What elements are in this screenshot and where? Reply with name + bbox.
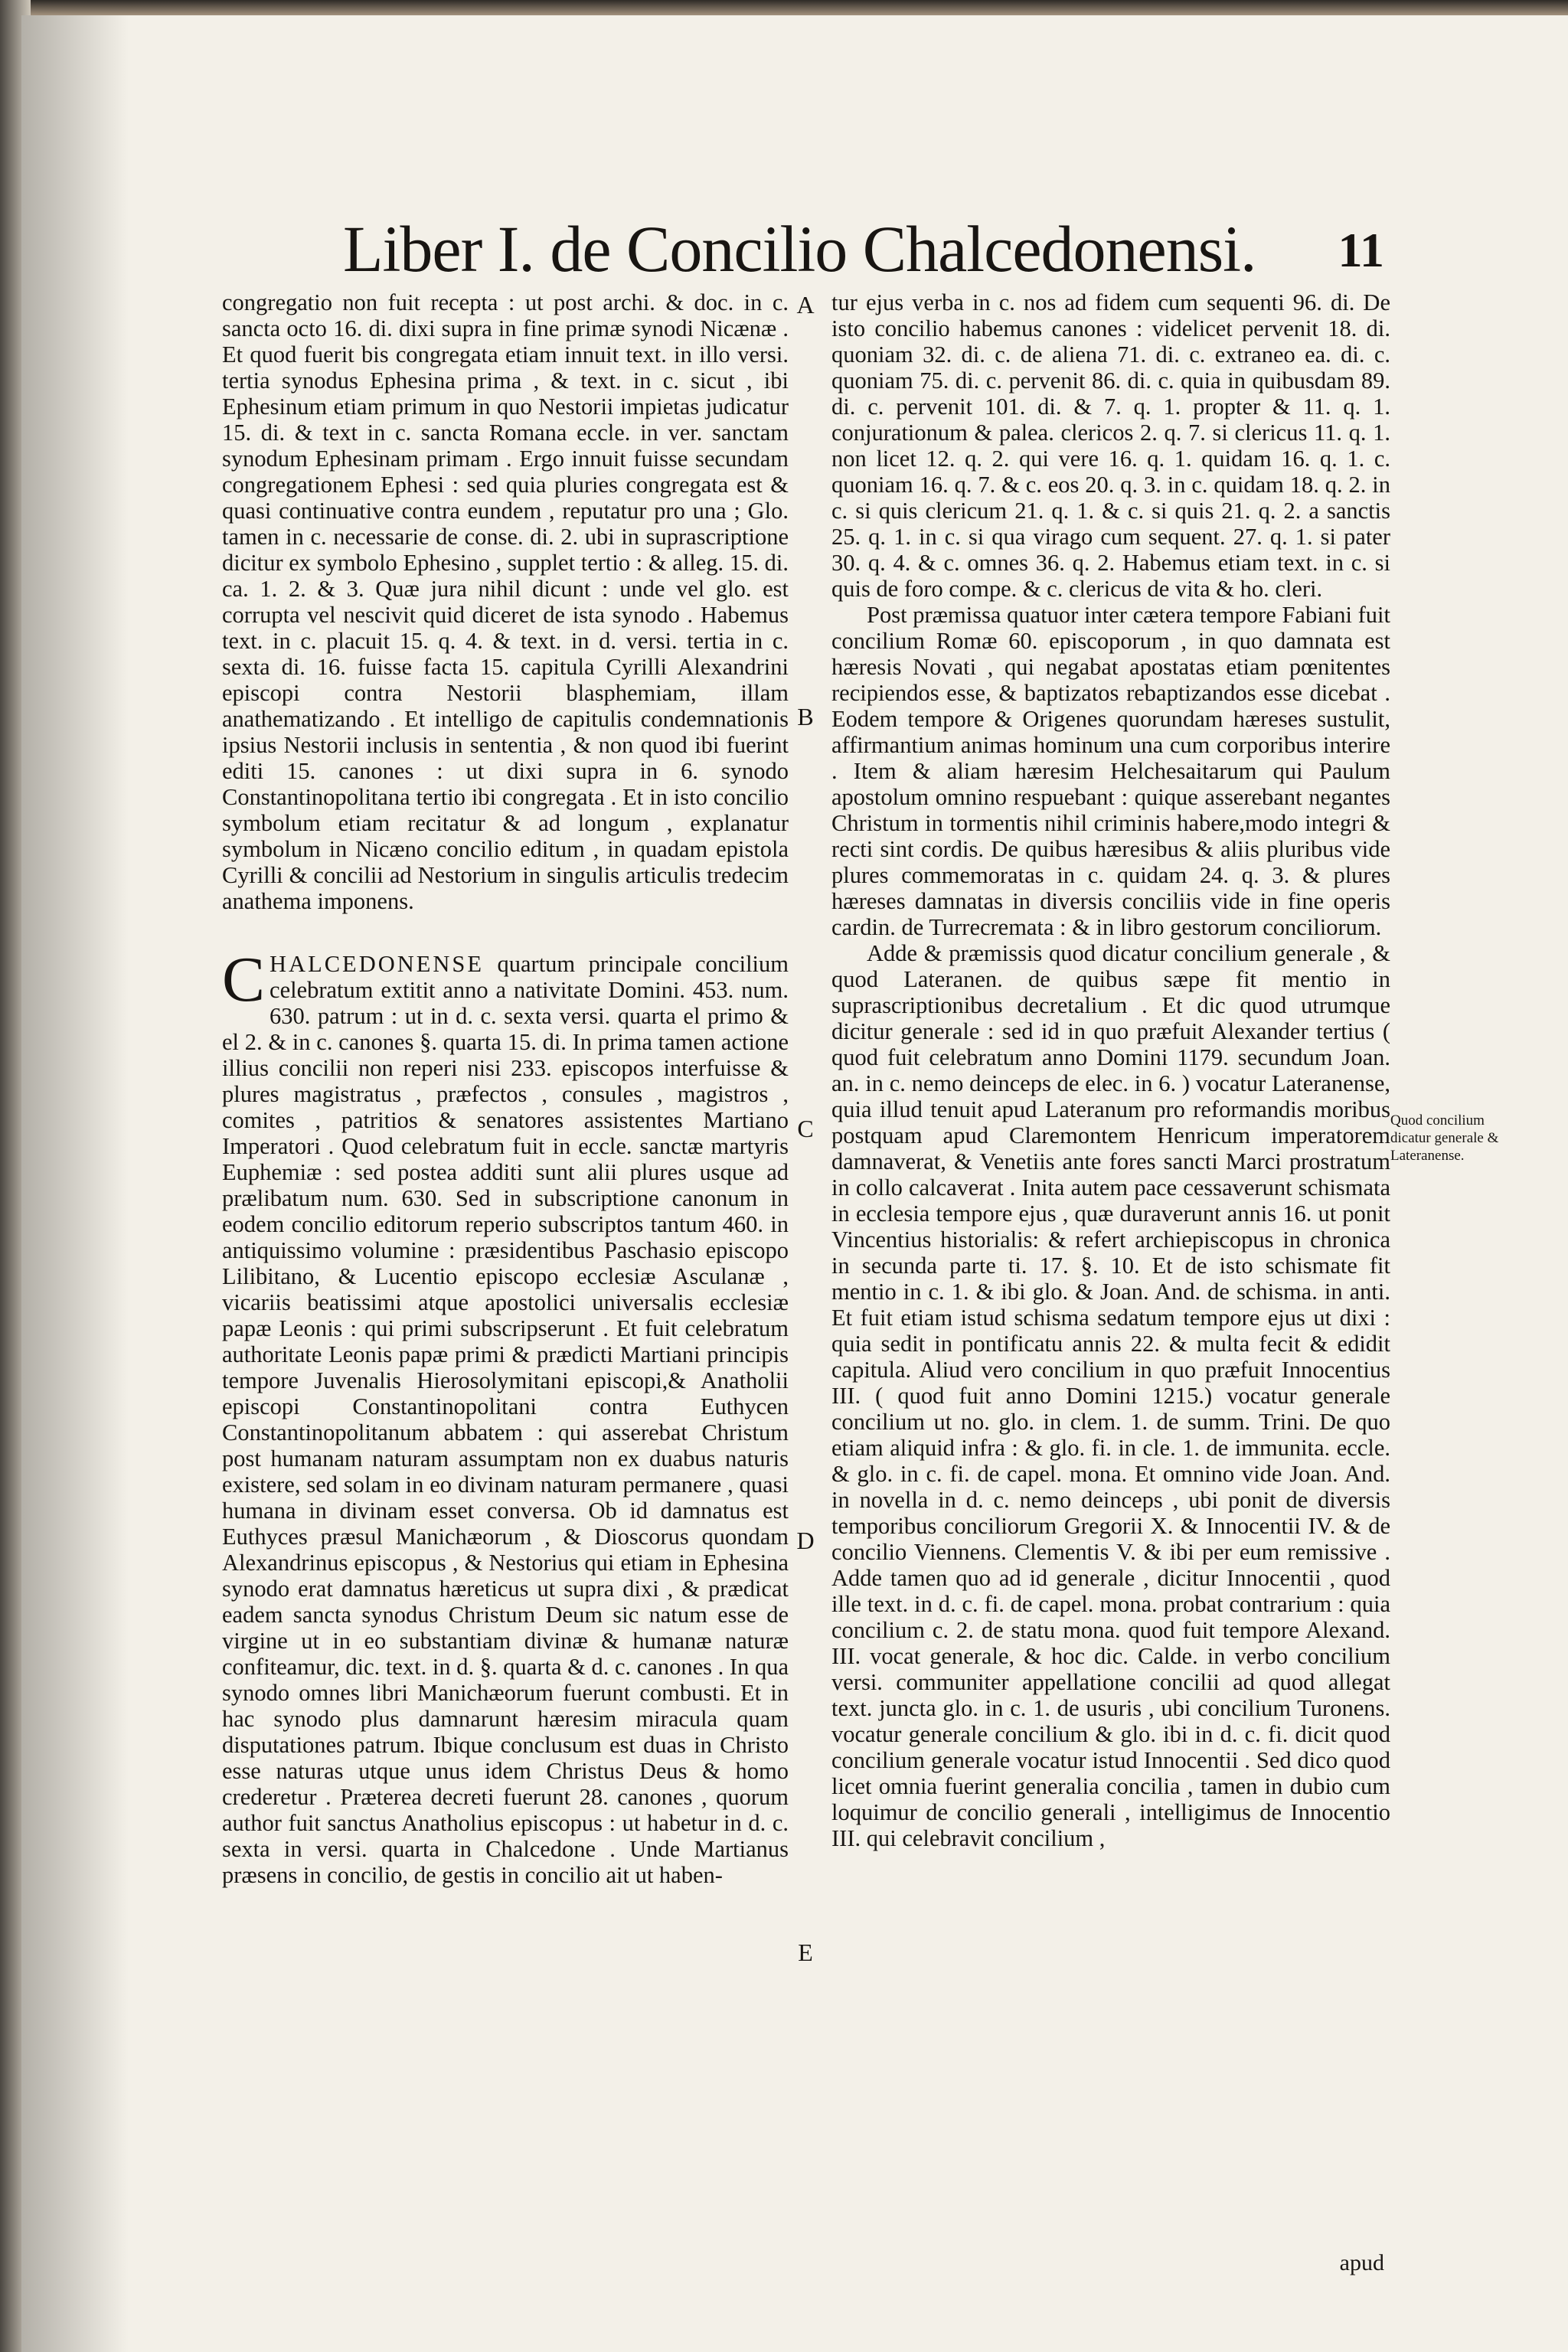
- left-paragraph-2-text: quartum principale concilium celebratum extitit anno a nativitate Domini. 453. num. 630. patrum : ut in d. c. sexta versi. quarta el primo & el 2. & in c. canones §. quarta 15. di. In prima tamen actione illius concilii non reperi nisi 233. episcopos interfuisse & plures magistratus , præfectos , consules , magistros , comites , patritios & senatores assistentes Martiano Imperatori . Quod celebratum fuit in eccle. sanctæ martyris Euphemiæ : sed postea additi sunt alii plures usque ad prælibatum num. 630. Sed in subscriptione canonum in eodem concilio editorum reperio subscriptos tantum 460. in antiquissimo volumine : præsidentibus Paschasio episcopo Lilibitano, & Lucentio episcopo ecclesiæ Asculanæ , vicariis beatissimi atque apostolici universalis ecclesiæ papæ Leonis : qui primi subscripserunt . Et fuit celebratum authoritate Leonis papæ primi & prædicti Martiani principis tempore Juvenalis Hierosolymitani episcopi,& Anatholii episcopi Constantinopolitani contra Euthycen Constantinopolitanum abbatem : qui asserebat Christum post humanam naturam assumptam non ex duabus naturis existere, sed solam in eo divinam naturam permanere , quasi humana in divinam esset conversa. Ob id damnatus est Euthyces præsul Manichæorum , & Dioscorus quondam Alexandrinus episcopus , & Nestorius qui etiam in Ephesina synodo erat damnatus hæreticus ut supra dixi , & prædicat eadem sancta synodus Christum Deum sic natum esse de virgine ut in eo substantiam divinæ & humanæ naturæ confiteamur, dic. text. in d. §. quarta & d. c. canones . In qua synodo omnes libri Manichæorum fuerunt combusti. Et in hac synodo plus damnarunt hæresim miracula quam disputationes patrum. Ibique conclusum est duas in Christo esse naturas utque unus idem Christus Deus & homo crederetur . Præterea decreti fuerunt 28. canones , quorum author fuit sanctus Anatholius episcopus : ut habetur in d. c. sexta in versi. quarta in Chalcedone . Unde Martianus præsens in concilio, de gestis in concilio ait ut haben-: [222, 951, 789, 1888]
- margin-note: Quod concilium dicatur generale & Lateranense.: [1390, 1112, 1499, 1164]
- left-column: [222, 289, 789, 1888]
- left-paragraph-2: [222, 944, 789, 1888]
- section-letter-e: E: [798, 1939, 813, 1966]
- right-paragraph-3: Adde & præmissis quod dicatur concilium generale , & quod Lateranen. de quibus sæpe fit mentio in suprascriptionibus decretalium . Et dic quod utrumque dicitur generale : sed id in quo præfuit Alexander tertius ( quod fuit celebratum anno Domini 1179. secundum Joan. an. in c. nemo deinceps de elec. in 6. ) vocatur Lateranense, quia illud tenuit apud Lateranum pro reformandis moribus postquam apud Claremontem Henricum imperatorem damnaverat, & Venetiis ante fores sancti Marci prostratum in collo calcaverat . Inita autem pace cessaverunt schismata in ecclesia tempore ejus , quæ duraverunt annis 16. ut ponit Vincentius historialis: & refert archiepiscopus in chronica in secunda parte ti. 17. §. 10. Et de isto schismate fit mentio in c. 1. & ibi glo. & Joan. And. de schisma. in anti. Et fuit etiam istud schisma sedatum tempore ejus ut dixi : quia sedit in pontificatu annis 22. & multa fecit & edidit capitula. Aliud vero concilium in quo præfuit Innocentius III. ( quod fuit anno Domini 1215.) vocatur generale concilium ut no. glo. in clem. 1. de summ. Trini. De quo etiam aliquid infra : & glo. fi. in cle. 1. de immunita. eccle. & glo. in c. fi. de capel. mona. Et omnino vide Joan. And. in novella in d. c. nemo deinceps , ubi ponit de diversis temporibus conciliorum Gregorii X. & Innocentii IV. & de concilio Viennens. Clementis V. & ibi per eum remissive . Adde tamen quo ad id generale , dicitur Innocentii , quod ille text. in d. c. fi. de capel. mona. probat contrarium : quia concilium c. 2. de statu mona. quod fuit tempore Alexand. III. vocat generale, & hoc dic. Calde. in verbo concilium versi. communiter appellatione concilii ad quod allegat text. juncta glo. in c. 1. de usuris , ubi concilium Turonens. vocatur generale concilium & glo. ibi in d. c. fi. dicit quod concilium generale vocatur istud Innocentii . Sed dico quod licet omnia fuerint generalia concilia , tamen in dubio cum loquimur de concilio generali , intelligimus de Innocentio III. qui celebravit concilium ,: [831, 940, 1390, 1851]
- left-paragraph-1: congregatio non fuit recepta : ut post archi. & doc. in c. sancta octo 16. di. dixi supra in fine primæ synodi Nicænæ . Et quod fuerit bis congregata etiam innuit text. in illo versi. tertia synodus Ephesina prima , & text. in c. sicut , ibi Ephesinum etiam primum in quo Nestorii impietas judicatur 15. di. & text in c. sancta Romana eccle. in ver. sanctam synodum Ephesinam primam . Ergo innuit fuisse secundam congregationem Ephesi : sed quia pluries congregata est & quasi continuative contra eundem , reputatur pro una ; Glo. tamen in c. necessarie de conse. di. 2. ubi in suprascriptione dicitur ex symbolo Ephesino , supplet tertio : & alleg. 15. di. ca. 1. 2. & 3. Quæ jura nihil dicunt : unde vel glo. est corrupta vel nescivit quid diceret de ista synodo . Habemus text. in c. placuit 15. q. 4. & text. in d. versi. tertia in c. sexta di. 16. fuisse facta 15. capitula Cyrilli Alexandrini episcopi contra Nestorii blasphemiam, illam anathematizando . Et intelligo de capitulis condemnationis ipsius Nestorii inclusis in sententia , & non quod ibi fuerint editi 15. canones : ut dixi supra in 6. synodo Constantinopolitana tertio ibi congregata . Et in isto concilio symbolum etiam recitatur & ad longum , explanatur symbolum in Nicæno concilio editum , in quadam epistola Cyrilli & concilii ad Nestorium in singulis articulis tredecim anathema imponens.: [222, 289, 789, 914]
- page-number: 11: [1338, 223, 1384, 277]
- right-column: [831, 289, 1390, 1851]
- catchword: apud: [1339, 2250, 1384, 2275]
- right-paragraph-1: tur ejus verba in c. nos ad fidem cum sequenti 96. di. De isto concilio habemus canones : videlicet pervenit 18. di. quoniam 32. di. c. de aliena 71. di. c. extraneo ea. di. c. quoniam 75. di. c. pervenit 86. di. c. quia in quibusdam 89. di. c. pervenit 101. di. & 7. q. 1. propter & 11. q. 1. conjurationum & palea. clericos 2. q. 7. si clericus 11. q. 1. non licet 12. q. 2. qui vere 16. q. 1. quidam 16. q. 1. c. quoniam 16. q. 7. & c. eos 20. q. 3. in c. quidam 18. q. 2. in c. si quis clericum 21. q. 1. & c. si quis 21. q. 2. a sanctis 25. q. 1. in c. si qua virago cum sequent. 27. q. 1. si pater 30. q. 4. & c. omnes 36. q. 2. Habemus etiam text. in c. si quis de foro compe. & c. clericus de vita & ho. cleri.: [831, 289, 1390, 602]
- book-page: [21, 15, 1568, 2352]
- section-letter-c: C: [797, 1115, 814, 1142]
- right-paragraph-2: Post præmissa quatuor inter cætera tempore Fabiani fuit concilium Romæ 60. episcoporum , in quo damnata est hæresis Novati , qui negabat apostatas etiam pœnitentes recipiendos esse, & baptizatos rebaptizandos esse dicebat . Eodem tempore & Origenes quorundam hæreses sustulit, affirmantium animas hominum una cum corporibus interire . Item & aliam hæresim Helchesaitarum qui Paulum apostolum omnino respuebant : quique asserebant negantes Christum in tormentis nihil criminis habere,modo integri & recti sint cordis. De quibus hæresibus & aliis pluribus vide plures commemoratas in c. quidam 24. q. 3. & plures hæreses damnatas in diversis conciliis vide in fine operis cardin. de Turrecremata : & in libro gestorum conciliorum.: [831, 602, 1390, 940]
- paragraph-gap: [222, 914, 789, 951]
- drop-cap-letter: C: [222, 944, 266, 1015]
- gutter-shadow: [21, 15, 129, 2352]
- drop-cap-word-rest: HALCEDONENSE: [270, 951, 485, 977]
- running-head-title: Liber I. de Concilio Chalcedonensi.: [343, 212, 1256, 286]
- section-letter-b: B: [797, 703, 814, 730]
- section-letter-d: D: [796, 1527, 815, 1554]
- section-letter-a: A: [796, 291, 815, 318]
